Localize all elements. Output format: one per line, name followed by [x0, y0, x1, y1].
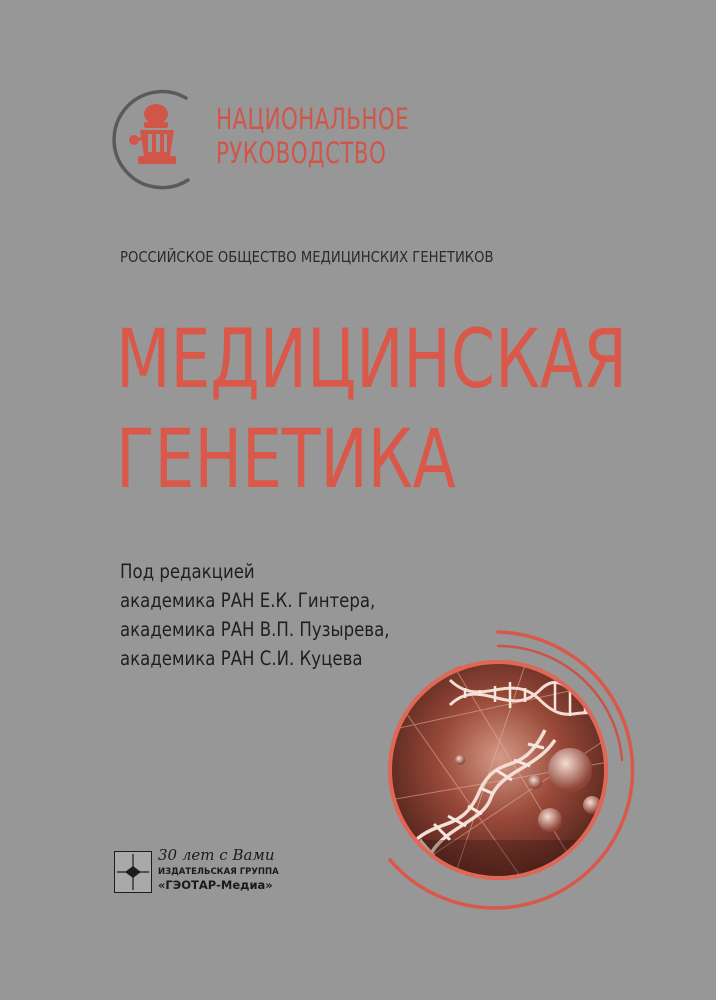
editor-line: академика РАН В.П. Пузырева, [120, 618, 390, 641]
publisher-anniversary: 30 лет с Вами [158, 846, 275, 864]
book-title [116, 310, 627, 510]
publisher-group: ИЗДАТЕЛЬСКАЯ ГРУППА [158, 867, 279, 877]
series-title-line1: НАЦИОНАЛЬНОЕ [216, 102, 410, 136]
editor-line: академика РАН Е.К. Гинтера, [120, 589, 376, 612]
editors-intro: Под редакцией [120, 560, 255, 583]
publisher-name: «ГЭОТАР-Медиа» [158, 878, 273, 892]
series-logo-icon [104, 84, 204, 194]
publisher-mark-icon [114, 851, 152, 893]
publisher-logo [114, 846, 294, 900]
editor-line: академика РАН С.И. Куцева [120, 647, 363, 670]
book-title-line2: ГЕНЕТИКА [116, 413, 456, 507]
society-name: РОССИЙСКОЕ ОБЩЕСТВО МЕДИЦИНСКИХ ГЕНЕТИКОВ [120, 248, 494, 266]
series-title-line2: РУКОВОДСТВО [216, 136, 387, 170]
book-title-line1: МЕДИЦИНСКАЯ [116, 313, 627, 407]
series-title [216, 102, 409, 170]
dna-illustration [330, 610, 650, 930]
